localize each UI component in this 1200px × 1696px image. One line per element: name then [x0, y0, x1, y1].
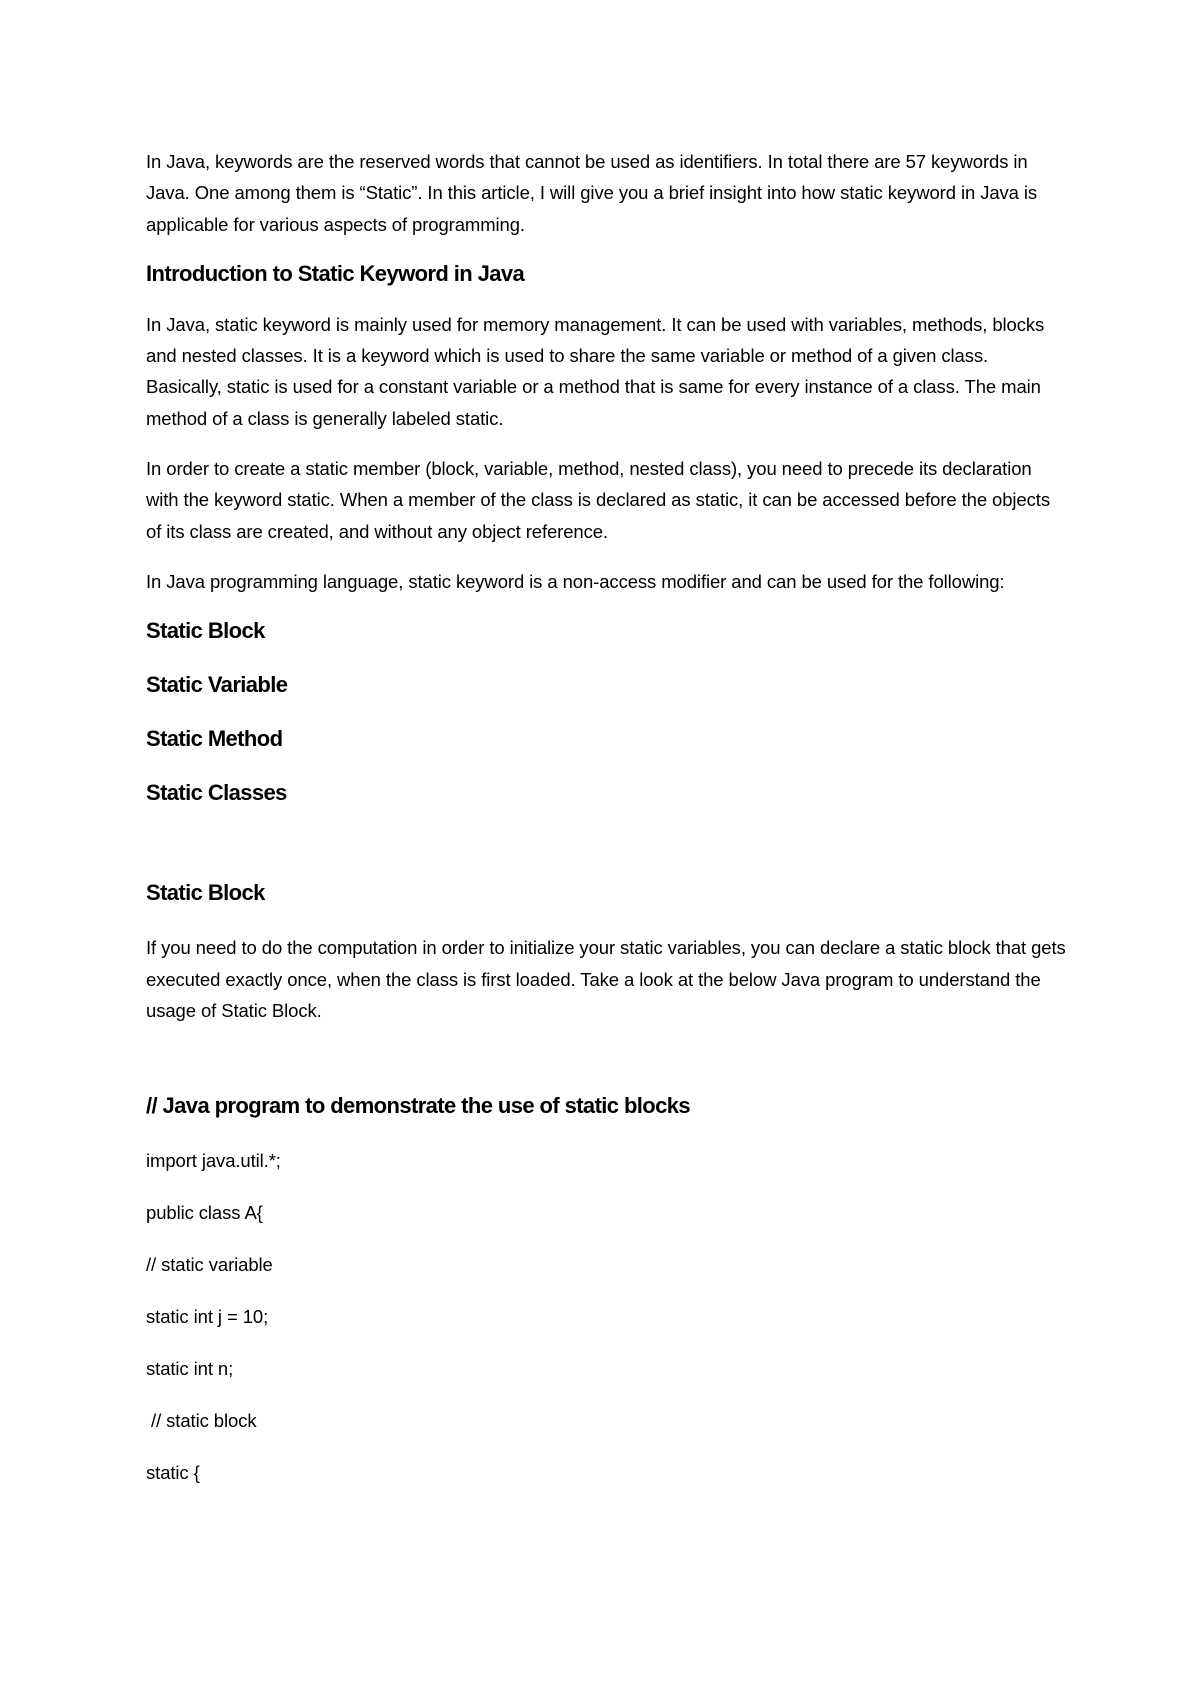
heading-introduction: Introduction to Static Keyword in Java: [146, 260, 525, 286]
code-line-static-j: static int j = 10;: [146, 1306, 269, 1328]
intro-paragraph: In Java, keywords are the reserved words that cannot be used as identifiers. In total there are 57 keywords in Java. One among them is “Static”. In this article, I will give you a brief insight into how static keyword in Java is applicable for various aspects of programming.: [146, 151, 1038, 235]
code-line-static-open: static {: [146, 1462, 200, 1484]
heading-static-block: Static Block: [146, 880, 265, 906]
paragraph-memory-management: In Java, static keyword is mainly used for memory management. It can be used with variables, methods, blocks and nested classes. It is a keyword which is used to share the same variable or method of a given class. Basically, static is used for a constant variable or a method that is same for every instance of a class. The main method of a class is generally labeled static.: [146, 313, 1045, 429]
code-line-class: public class A{: [146, 1202, 263, 1224]
blank-line: [146, 1045, 1066, 1091]
list-item-static-block: Static Block: [146, 618, 265, 644]
code-line-static-n: static int n;: [146, 1358, 234, 1380]
paragraph-static-block: If you need to do the computation in order to initialize your static variables, you can declare a static block that gets executed exactly once, when the class is first loaded. Take a look at the below Java program to understand the usage of Static Block.: [146, 937, 1066, 1021]
list-item-static-classes: Static Classes: [146, 780, 287, 806]
paragraph-non-access-modifier: In Java programming language, static keyword is a non-access modifier and can be used for the following:: [146, 570, 1005, 592]
code-line-comment-block: // static block: [146, 1410, 257, 1432]
code-line-import: import java.util.*;: [146, 1150, 281, 1172]
list-item-static-method: Static Method: [146, 726, 283, 752]
paragraph-static-member: In order to create a static member (block, variable, method, nested class), you need to precede its declaration with the keyword static. When a member of the class is declared as static, it can be accessed before the objects of its class are created, and without any object reference.: [146, 458, 1050, 542]
code-line-comment-variable: // static variable: [146, 1254, 273, 1276]
list-item-static-variable: Static Variable: [146, 672, 288, 698]
code-heading: // Java program to demonstrate the use of static blocks: [146, 1093, 691, 1119]
blank-line: [146, 832, 1066, 878]
document-body: [146, 146, 1066, 1509]
